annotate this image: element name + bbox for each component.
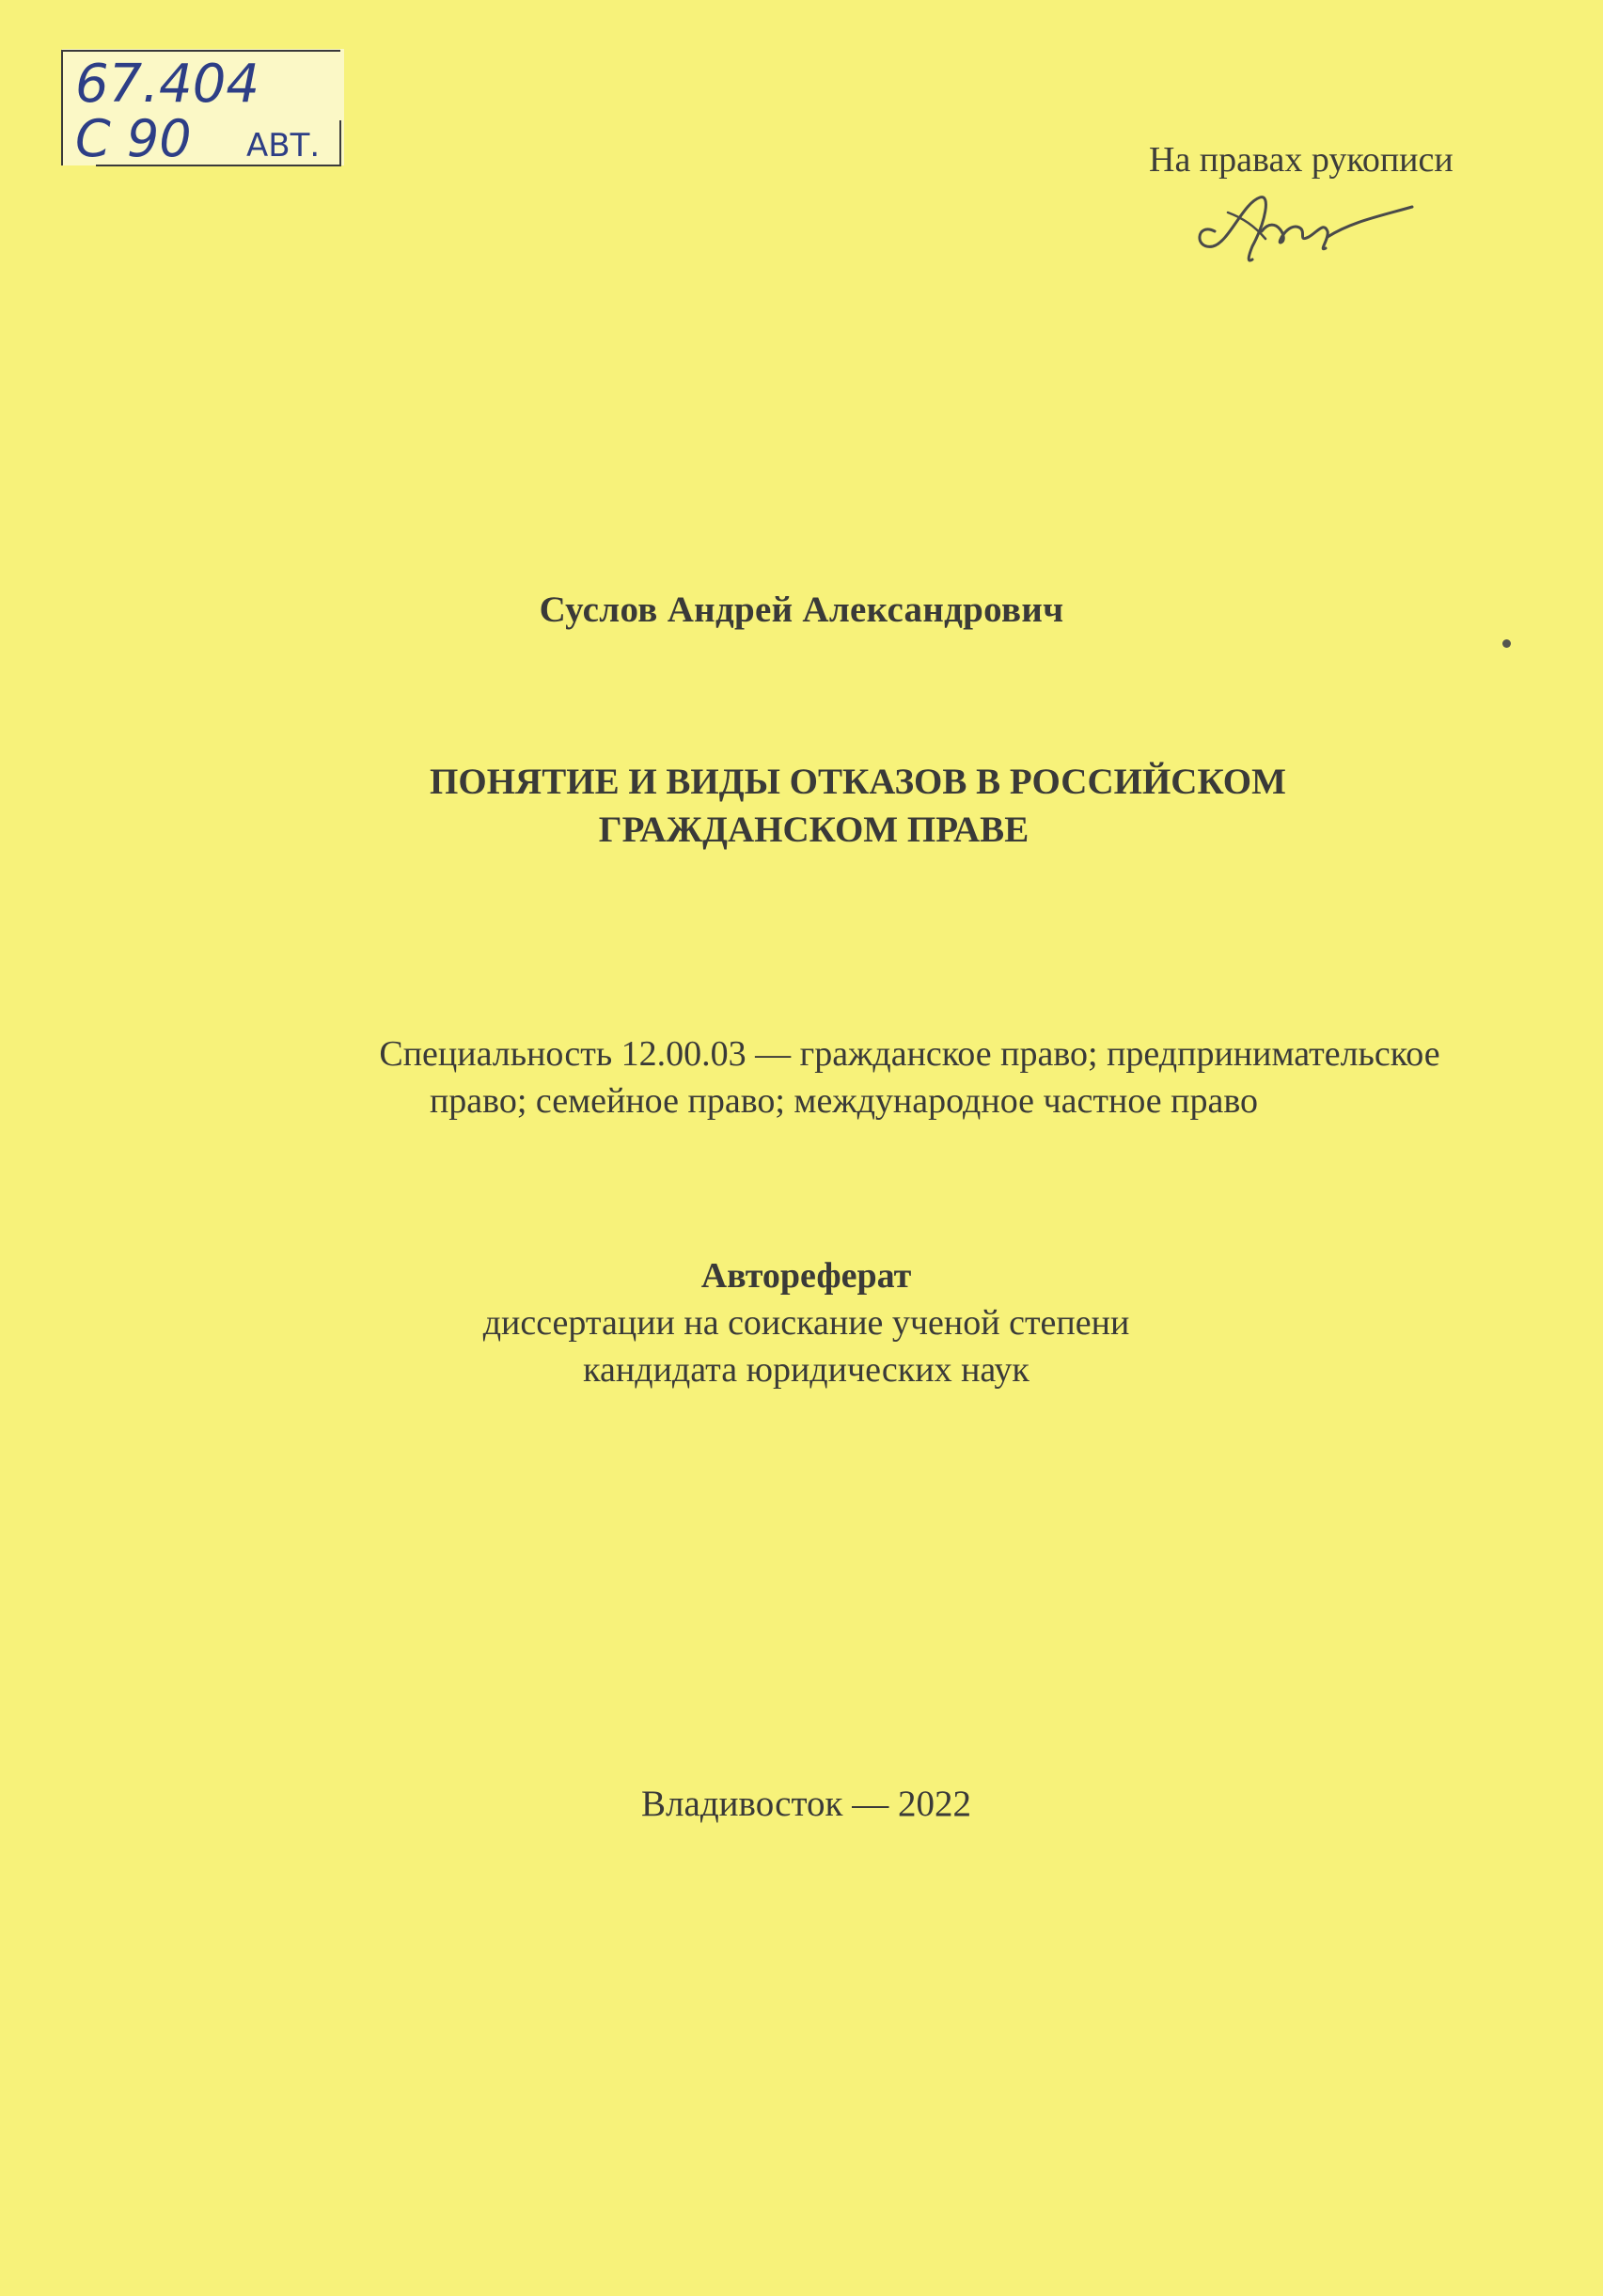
specialty-line-2: право; семейное право; международное частное право	[429, 1081, 1259, 1121]
abstract-line-1: диссертации на соискание ученой степени	[482, 1303, 1130, 1343]
library-stamp-graphic	[58, 45, 350, 169]
specialty-statement	[0, 1030, 1603, 1124]
scan-dot-mark	[1502, 639, 1511, 648]
stamp-line-1: 67.404	[75, 54, 259, 115]
author-name: Суслов Андрей Александрович	[539, 590, 1064, 630]
title-line-1: ПОНЯТИЕ И ВИДЫ ОТКАЗОВ В РОССИЙСКОМ	[430, 762, 1286, 802]
handwritten-signature	[1187, 184, 1422, 269]
abstract-block	[0, 1252, 1603, 1393]
manuscript-rights-note: На правах рукописи	[1149, 140, 1454, 180]
abstract-heading: Автореферат	[700, 1256, 912, 1296]
title-line-2: ГРАЖДАНСКОМ ПРАВЕ	[598, 810, 1029, 850]
dissertation-title	[0, 758, 1603, 854]
library-classification-stamp	[58, 45, 350, 169]
signature-icon	[1187, 184, 1422, 269]
stamp-line-2: С 90	[75, 109, 192, 168]
stamp-suffix: АВТ.	[246, 127, 321, 165]
specialty-line-1: Специальность 12.00.03 — гражданское право; предпринимательское	[379, 1034, 1440, 1074]
place-and-year: Владивосток — 2022	[641, 1784, 971, 1824]
abstract-line-2: кандидата юридических наук	[583, 1350, 1029, 1390]
